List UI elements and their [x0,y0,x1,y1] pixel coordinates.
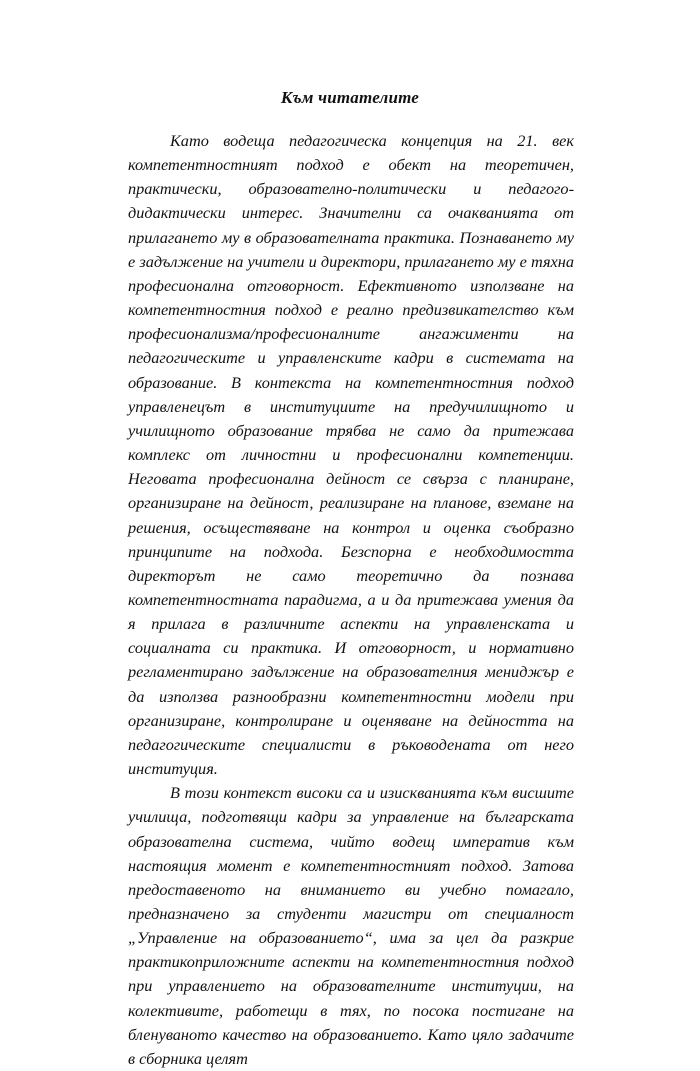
body-text [128,129,574,1071]
paragraph-1: Като водеща педагогическа концепция на 21. век компетентностният подход е обект на теоретичен, практически, образователно-политически и педагого-дидактически интерес. Значителни са очакванията от прилагането му в образователната практика. Познаването му е задължение на учители и директори, прилагането му е тяхна професионална отговорност. Ефективното използване на компетентностния подход е реално предизвикателство към професионализма/професионалните ангажименти на педагогическите и управленските кадри в системата на образование. В контекста на компетентностния подход управленецът в институциите на предучилищното и училищното образование трябва не само да притежава комплекс от личностни и професионални компетенции. Неговата професионална дейност се свърза с планиране, организиране на дейност, реализиране на плановe, вземане на решения, осъществяване на контрол и оценка съобразно принципите на подхода. Безспорна е необходимостта директорът не само теоретично да познава компетентностната парадигма, а и да притежава умения да я прилага в различните аспекти на управленската и социалната си практика. И отговорност, и нормативно регламентирано задължение на образователния мениджър е да използва разнообразни компетентностни модели при организиране, контролиране и оценяване на дейността на педагогическите специалисти в ръководената от него институция. [128,131,574,779]
page-title: Към читателите [280,88,420,107]
paragraph-2: В този контекст високи са и изискванията към висшите училища, подготвящи кадри за управление на българската образователна система, чийто водещ императив към настоящия момент е компетентностният подход. Затова предоставеното на вниманието ви учебно помагало, предназначено за студенти магистри от специалност „Управление на образованието“, има за цел да разкрие практикоприложните аспекти на компетентностния подход при управлението на образователните институции, на колективите, работещи в тях, по посока постигане на бленуваното качество на образованието. Като цяло задачите в сборника целят [128,783,574,1068]
